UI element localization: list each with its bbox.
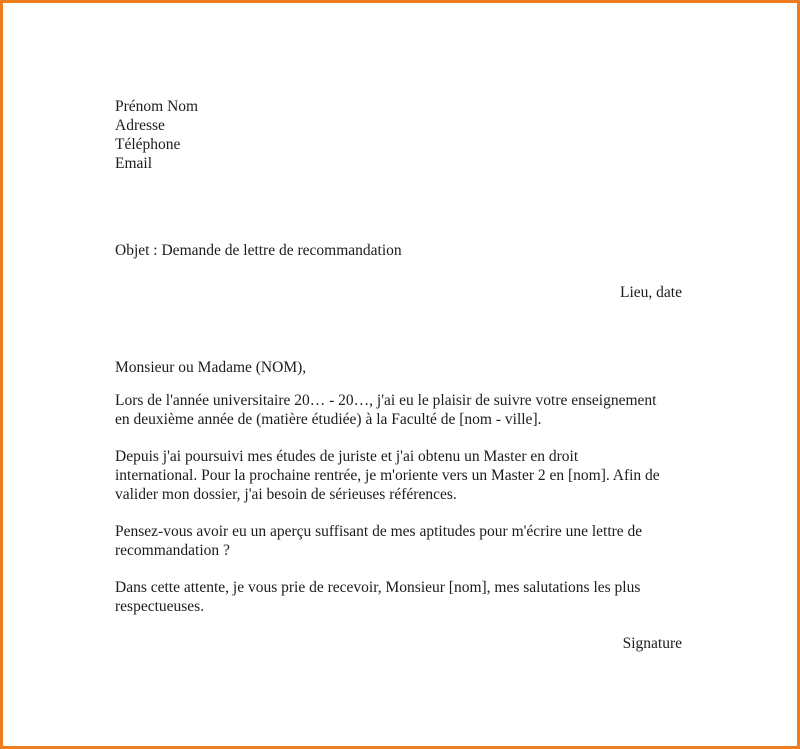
sender-block (115, 97, 682, 173)
letter-content (3, 3, 797, 653)
sender-address: Adresse (115, 117, 165, 134)
sender-phone: Téléphone (115, 136, 181, 153)
subject-line: Objet : Demande de lettre de recommandation (115, 242, 402, 259)
paragraph-3-line-2: recommandation ? (115, 542, 230, 559)
paragraph-4-line-2: respectueuses. (115, 598, 205, 615)
paragraph-1 (115, 391, 682, 429)
paragraph-2 (115, 447, 682, 504)
paragraph-2-line-1: Depuis j'ai poursuivi mes études de juriste et j'ai obtenu un Master en droit (115, 448, 579, 465)
sender-name: Prénom Nom (115, 98, 199, 115)
place-date: Lieu, date (620, 284, 682, 301)
paragraph-3 (115, 522, 682, 560)
paragraph-4 (115, 578, 682, 616)
paragraph-4-line-1: Dans cette attente, je vous prie de recevoir, Monsieur [nom], mes salutations les plus (115, 579, 641, 596)
sender-email: Email (115, 155, 153, 172)
paragraph-1-line-1: Lors de l'année universitaire 20… - 20…, j'ai eu le plaisir de suivre votre enseignement (115, 392, 657, 409)
paragraph-2-line-3: valider mon dossier, j'ai besoin de sérieuses références. (115, 486, 457, 503)
paragraph-1-line-2: en deuxième année de (matière étudiée) à la Faculté de [nom - ville]. (115, 411, 542, 428)
paragraph-3-line-1: Pensez-vous avoir eu un aperçu suffisant de mes aptitudes pour m'écrire une lettre de (115, 523, 643, 540)
paragraph-2-line-2: international. Pour la prochaine rentrée, je m'oriente vers un Master 2 en [nom]. Afin de (115, 467, 660, 484)
signature-label: Signature (622, 635, 682, 652)
salutation: Monsieur ou Madame (NOM), (115, 359, 307, 376)
